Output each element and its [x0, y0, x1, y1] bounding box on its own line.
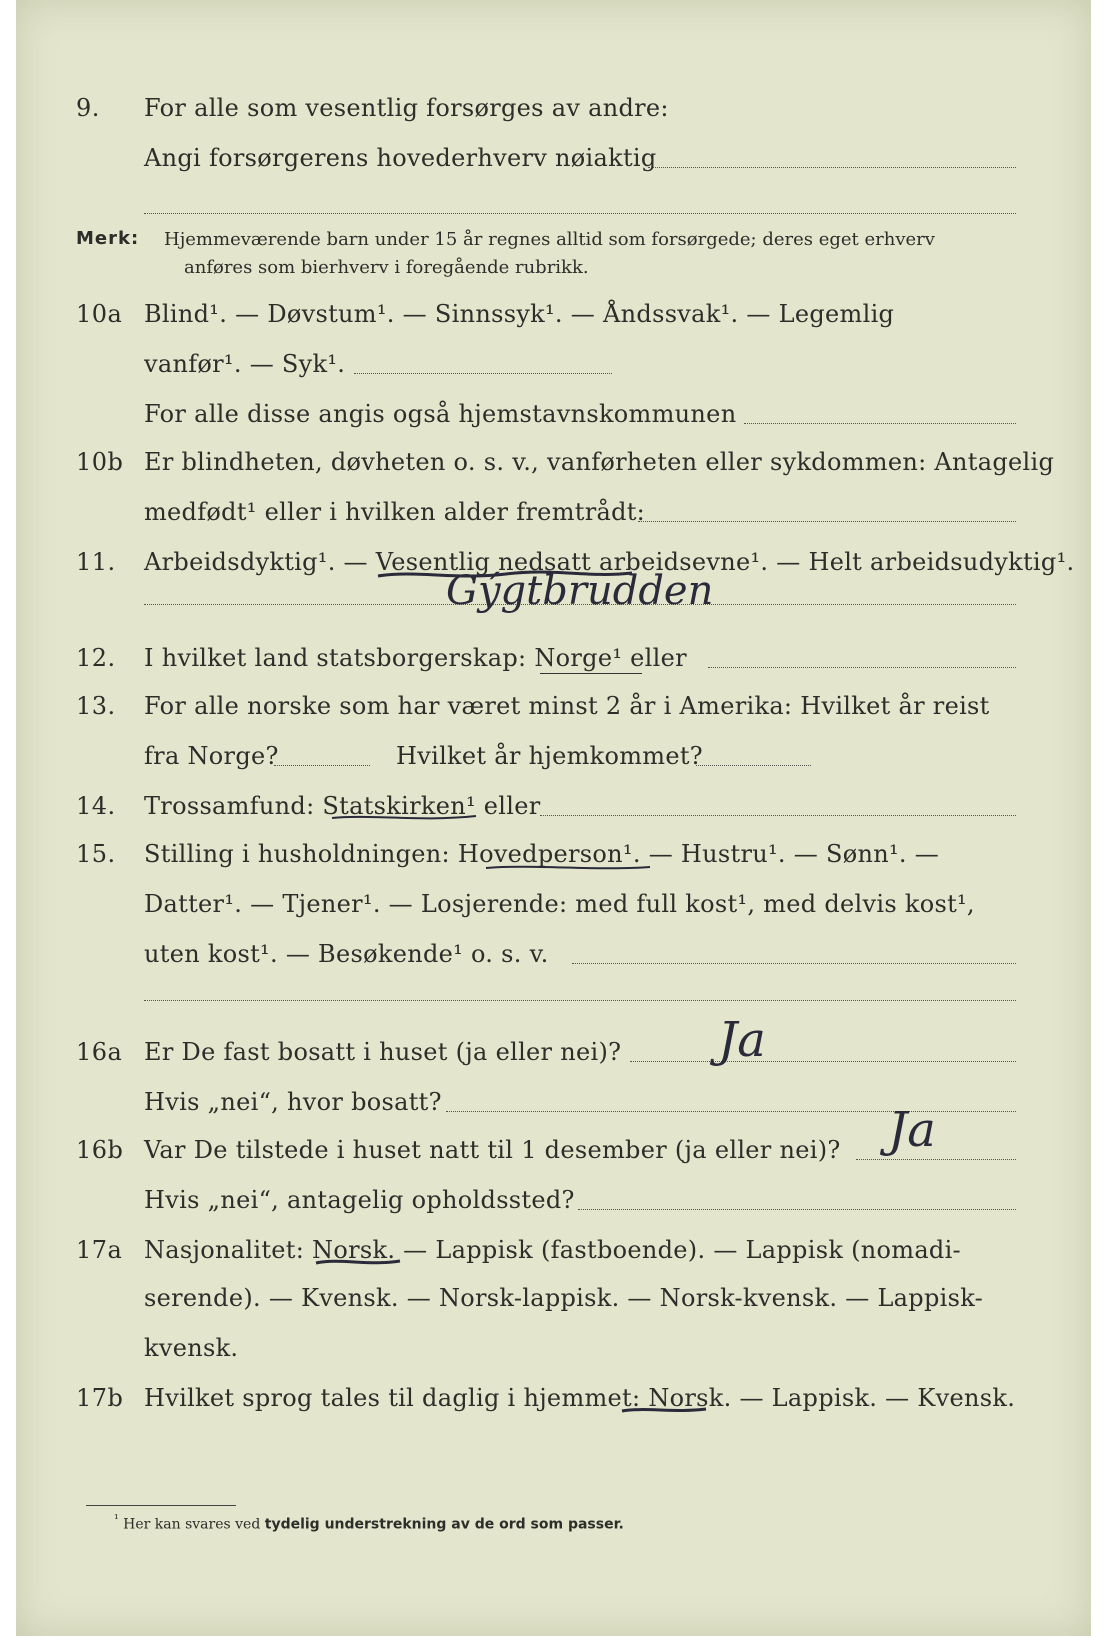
- q12-norge-underline: [540, 673, 642, 674]
- q10a-answer-line[interactable]: [354, 373, 612, 374]
- q16b-row-2: [16, 1178, 1091, 1224]
- q17a-row-3: [16, 1326, 1091, 1372]
- q9-row: [16, 86, 1091, 132]
- q13-number: 13.: [76, 692, 116, 720]
- q10b-answer-line[interactable]: [638, 521, 1016, 522]
- q11-handwritten-answer: Gýgtbrudden: [446, 568, 714, 614]
- census-form-page: [16, 0, 1091, 1636]
- q13-text: For alle norske som har været minst 2 år i Amerika: Hvilket år reist: [144, 692, 990, 720]
- q16a-handwritten-answer: Ja: [718, 1012, 766, 1068]
- q16b-location-line[interactable]: [578, 1209, 1016, 1210]
- q15-text-2: Datter¹. — Tjener¹. — Losjerende: med full kost¹, med delvis kost¹,: [144, 890, 975, 918]
- q17a-norsk-underline: [314, 1256, 404, 1268]
- q17a-row-2: [16, 1276, 1091, 1322]
- q10b-number: 10b: [76, 448, 124, 476]
- footnote-rule: [86, 1505, 236, 1506]
- q11-text: Arbeidsdyktig¹. — Vesentlig nedsatt arbeidsevne¹. — Helt arbeidsudyktig¹.: [144, 548, 1075, 576]
- q15-number: 15.: [76, 840, 116, 868]
- q12-answer-line[interactable]: [708, 667, 1016, 668]
- q10a-number: 10a: [76, 300, 123, 328]
- footnote-mark: ¹: [114, 1512, 119, 1526]
- q12-number: 12.: [76, 644, 116, 672]
- q11-number: 11.: [76, 548, 116, 576]
- q15-row-2: [16, 882, 1091, 928]
- q15-answer-line-2[interactable]: [144, 1000, 1016, 1001]
- q14-statskirken-underline: [330, 812, 480, 824]
- q17b-row: [16, 1376, 1091, 1422]
- q17a-text: Nasjonalitet: Norsk. — Lappisk (fastboende). — Lappisk (nomadi-: [144, 1236, 961, 1264]
- q10a-row: [16, 292, 1091, 338]
- q16a-text: Er De fast bosatt i huset (ja eller nei)?: [144, 1038, 622, 1066]
- q16a-answer-line[interactable]: [630, 1061, 1016, 1062]
- q10a-hometown-line[interactable]: [744, 423, 1016, 424]
- q16b-handwritten-answer: Ja: [888, 1102, 936, 1158]
- q16b-text: Var De tilstede i huset natt til 1 desember (ja eller nei)?: [144, 1136, 841, 1164]
- q17b-text: Hvilket sprog tales til daglig i hjemmet: Norsk. — Lappisk. — Kvensk.: [144, 1384, 1016, 1412]
- q13-return-line[interactable]: [696, 765, 811, 766]
- q10a-text-2: vanfør¹. — Syk¹.: [144, 350, 346, 378]
- q17a-row: [16, 1228, 1091, 1274]
- q10a-row-2: [16, 342, 1091, 388]
- q16a-number: 16a: [76, 1038, 123, 1066]
- merk-text-1: Hjemmeværende barn under 15 år regnes alltid som forsørgede; deres eget erhverv: [164, 229, 935, 250]
- q10a-text-3: For alle disse angis også hjemstavnskommunen: [144, 400, 737, 428]
- q14-text: Trossamfund: Statskirken¹ eller: [144, 792, 541, 820]
- q15-text: Stilling i husholdningen: Hovedperson¹. — Hustru¹. — Sønn¹. —: [144, 840, 940, 868]
- q17a-number: 17a: [76, 1236, 123, 1264]
- q17b-norsk-underline: [620, 1404, 710, 1416]
- q10b-text: Er blindheten, døvheten o. s. v., vanførheten eller sykdommen: Antagelig: [144, 448, 1055, 476]
- q13-text-2b: Hvilket år hjemkommet?: [396, 742, 703, 770]
- q9-row-2: [16, 136, 1091, 182]
- q12-row: [16, 636, 1091, 682]
- q17b-number: 17b: [76, 1384, 124, 1412]
- q10b-row: [16, 440, 1091, 486]
- q16a-text-2: Hvis „nei“, hvor bosatt?: [144, 1088, 442, 1116]
- q13-departure-line[interactable]: [274, 765, 370, 766]
- q16a-row: [16, 1030, 1091, 1076]
- footnote: [114, 1512, 624, 1533]
- q14-answer-line[interactable]: [540, 815, 1016, 816]
- footnote-prefix: Her kan svares ved: [123, 1516, 261, 1533]
- q10b-text-2: medfødt¹ eller i hvilken alder fremtrådt:: [144, 498, 646, 526]
- q10b-row-2: [16, 490, 1091, 536]
- q9-text: For alle som vesentlig forsørges av andre:: [144, 94, 669, 122]
- q9-text-2: Angi forsørgerens hovederhverv nøiaktig: [144, 144, 657, 172]
- q16b-answer-line[interactable]: [856, 1159, 1016, 1160]
- q14-row: [16, 784, 1091, 830]
- q16b-text-2: Hvis „nei“, antagelig opholdssted?: [144, 1186, 575, 1214]
- q9-answer-line[interactable]: [648, 167, 1016, 168]
- q15-text-3: uten kost¹. — Besøkende¹ o. s. v.: [144, 940, 549, 968]
- q9-answer-line-2[interactable]: [144, 213, 1016, 214]
- q17a-text-2: serende). — Kvensk. — Norsk-lappisk. — Norsk-kvensk. — Lappisk-: [144, 1284, 984, 1312]
- q13-text-2a: fra Norge?: [144, 742, 279, 770]
- footnote-bold: tydelig understrekning av de ord som passer.: [264, 1516, 624, 1533]
- q15-answer-line[interactable]: [572, 963, 1016, 964]
- q10a-row-3: [16, 392, 1091, 438]
- q15-row-3: [16, 932, 1091, 978]
- q13-row: [16, 684, 1091, 730]
- q15-hovedperson-underline: [484, 862, 654, 874]
- merk-label: Merk:: [76, 228, 140, 249]
- q13-row-2: [16, 734, 1091, 780]
- q9-number: 9.: [76, 94, 100, 122]
- q14-number: 14.: [76, 792, 116, 820]
- q16b-number: 16b: [76, 1136, 124, 1164]
- merk-text-2: anføres som bierhverv i foregående rubrikk.: [184, 257, 589, 278]
- q17a-text-3: kvensk.: [144, 1334, 239, 1362]
- q12-text: I hvilket land statsborgerskap: Norge¹ eller: [144, 644, 687, 672]
- q10a-text: Blind¹. — Døvstum¹. — Sinnssyk¹. — Åndssvak¹. — Legemlig: [144, 300, 895, 328]
